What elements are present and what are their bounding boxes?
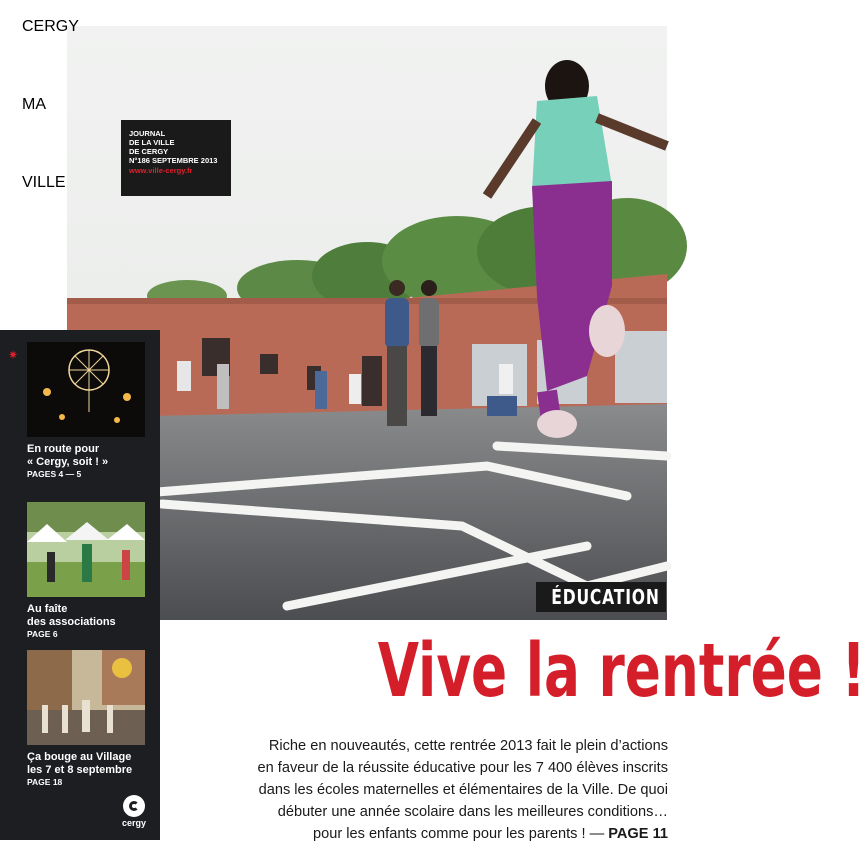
issue-line: DE CERGY: [129, 147, 169, 156]
teaser-item-associations[interactable]: [27, 502, 147, 640]
teaser-title: En route pour « Cergy, soit ! »: [27, 443, 109, 468]
cergy-logo: cergy: [118, 795, 150, 828]
lead-line: Riche en nouveautés, cette rentrée 2013 fait le plein d’actions: [268, 738, 668, 754]
lead-line-last: pour les enfants comme pour les parents ! — PAGE 11: [312, 826, 668, 842]
teaser-title: Au faîte des associations: [27, 603, 116, 628]
teaser-thumbnail: [27, 502, 145, 597]
lead-line: dans les écoles maternelles et élémentaires de la Ville. De quoi: [258, 782, 668, 798]
masthead-word-cergy: CERGY: [22, 18, 79, 35]
teaser-page-ref: PAGE 6: [27, 629, 58, 639]
lead-line: débuter une année scolaire dans les meilleures conditions…: [277, 804, 668, 820]
website-link[interactable]: www.ville-cergy.fr: [129, 166, 193, 175]
issue-info-box: [121, 120, 231, 196]
sidebar-teasers: [0, 330, 160, 840]
teaser-thumbnail: [27, 342, 145, 437]
issue-line: JOURNAL: [129, 129, 166, 138]
star-icon: ✷: [8, 348, 19, 362]
cergy-logo-icon: [123, 795, 145, 817]
section-label: ÉDUCATION: [536, 582, 666, 612]
teaser-thumbnail: [27, 650, 145, 745]
lead-paragraph: [175, 735, 668, 845]
teaser-page-ref: PAGE 18: [27, 777, 63, 787]
main-headline: Vive la rentrée !: [377, 628, 866, 714]
issue-number-date: N°186 SEPTEMBRE 2013: [129, 156, 218, 165]
teaser-title: Ça bouge au Village les 7 et 8 septembre: [27, 751, 133, 776]
issue-line: DE LA VILLE: [129, 138, 175, 147]
teaser-page-ref: PAGES 4 — 5: [27, 469, 82, 479]
teaser-item-village[interactable]: [27, 650, 147, 788]
lead-line: en faveur de la réussite éducative pour les 7 400 élèves inscrits: [257, 760, 668, 776]
teaser-item-cergy-soit[interactable]: [27, 342, 147, 480]
masthead-word-ma: MA: [22, 96, 46, 113]
masthead-word-ville: VILLE: [22, 174, 66, 191]
page-reference[interactable]: PAGE 11: [608, 826, 668, 842]
